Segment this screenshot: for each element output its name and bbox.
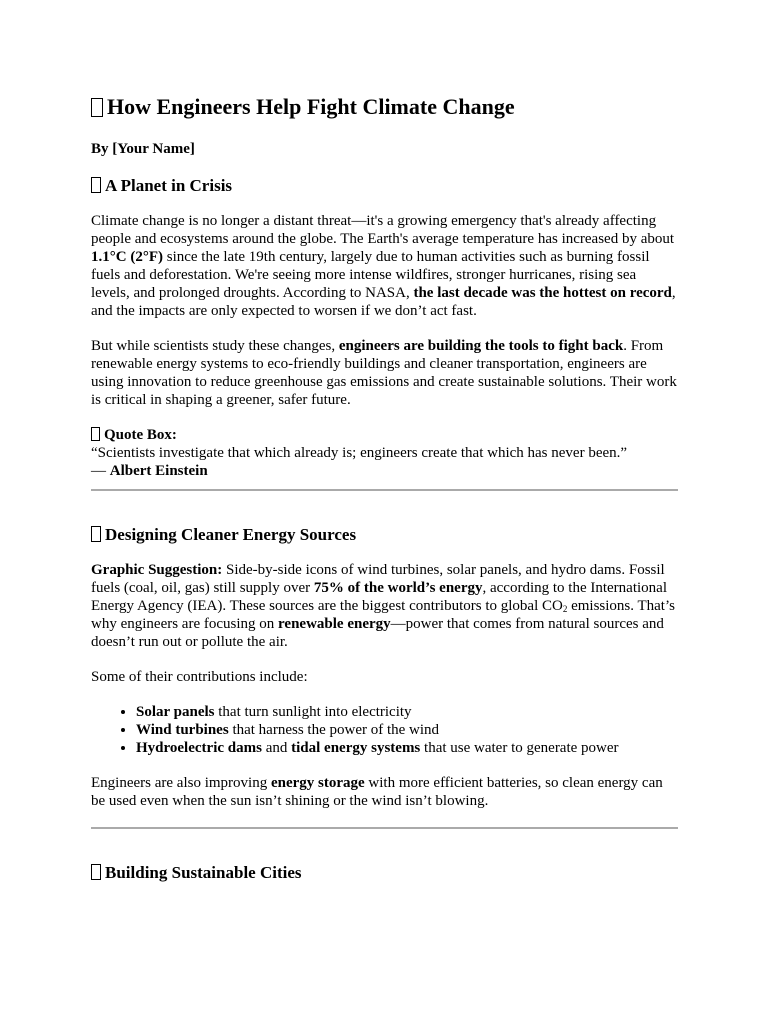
quote-box: [91, 426, 678, 480]
paragraph-energy-storage: Engineers are also improving energy storage with more efficient batteries, so clean energy can be used even when the sun isn’t shining or the wind isn’t blowing.: [91, 775, 663, 809]
missing-glyph-icon: [91, 177, 101, 193]
section-heading-cleaner-energy: Designing Cleaner Energy Sources: [91, 525, 678, 545]
missing-glyph-icon: [91, 526, 101, 542]
quote-attribution: — Albert Einstein: [91, 463, 208, 479]
list-item: • Hydroelectric dams and tidal energy systems that use water to generate power: [136, 739, 678, 757]
paragraph-engineers-fight-back: But while scientists study these changes, engineers are building the tools to fight back. From renewable energy systems to eco-friendly buildings and cleaner transportation, engineers are using innovation to reduce greenhouse gas emissions and create sustainable solutions. Their work is critical in shaping a greener, safer future.: [91, 338, 677, 408]
missing-glyph-icon: [91, 427, 100, 441]
byline: By [Your Name]: [91, 141, 195, 157]
article-title: How Engineers Help Fight Climate Change: [91, 94, 678, 120]
contributions-list: [91, 703, 678, 757]
missing-glyph-icon: [91, 98, 103, 117]
list-item: • Wind turbines that harness the power of the wind: [136, 721, 678, 739]
paragraph-planet-crisis: Climate change is no longer a distant threat—it's a growing emergency that's already affecting people and ecosystems around the globe. The Earth's average temperature has increased by about 1.1°C (2°F) since the late 19th century, largely due to human activities such as burning fossil fuels and deforestation. We're seeing more intense wildfires, stronger hurricanes, rising sea levels, and prolonged droughts. According to NASA, the last decade was the hottest on record, and the impacts are only expected to worsen if we don’t act fast.: [91, 213, 676, 319]
list-item: • Solar panels that turn sunlight into electricity: [136, 703, 678, 721]
missing-glyph-icon: [91, 864, 101, 880]
section-divider: [91, 827, 678, 829]
quote-label: Quote Box:: [91, 426, 678, 444]
paragraph-graphic-suggestion: Graphic Suggestion: Side-by-side icons of wind turbines, solar panels, and hydro dams. Fossil fuels (coal, oil, gas) still supply over 75% of the world’s energy, according to the International Energy Agency (IEA). These sources are the biggest contributors to global $CO_2$ emissions. That’s why engineers are focusing on renewable energy—power that comes from natural sources and doesn’t run out or pollute the air.: [91, 562, 675, 650]
paragraph-contributions-intro: Some of their contributions include:: [91, 669, 308, 685]
section-heading-planet-in-crisis: A Planet in Crisis: [91, 176, 678, 196]
quote-text: “Scientists investigate that which already is; engineers create that which has never been.”: [91, 445, 628, 461]
section-divider: [91, 489, 678, 491]
section-heading-sustainable-cities: Building Sustainable Cities: [91, 863, 678, 883]
